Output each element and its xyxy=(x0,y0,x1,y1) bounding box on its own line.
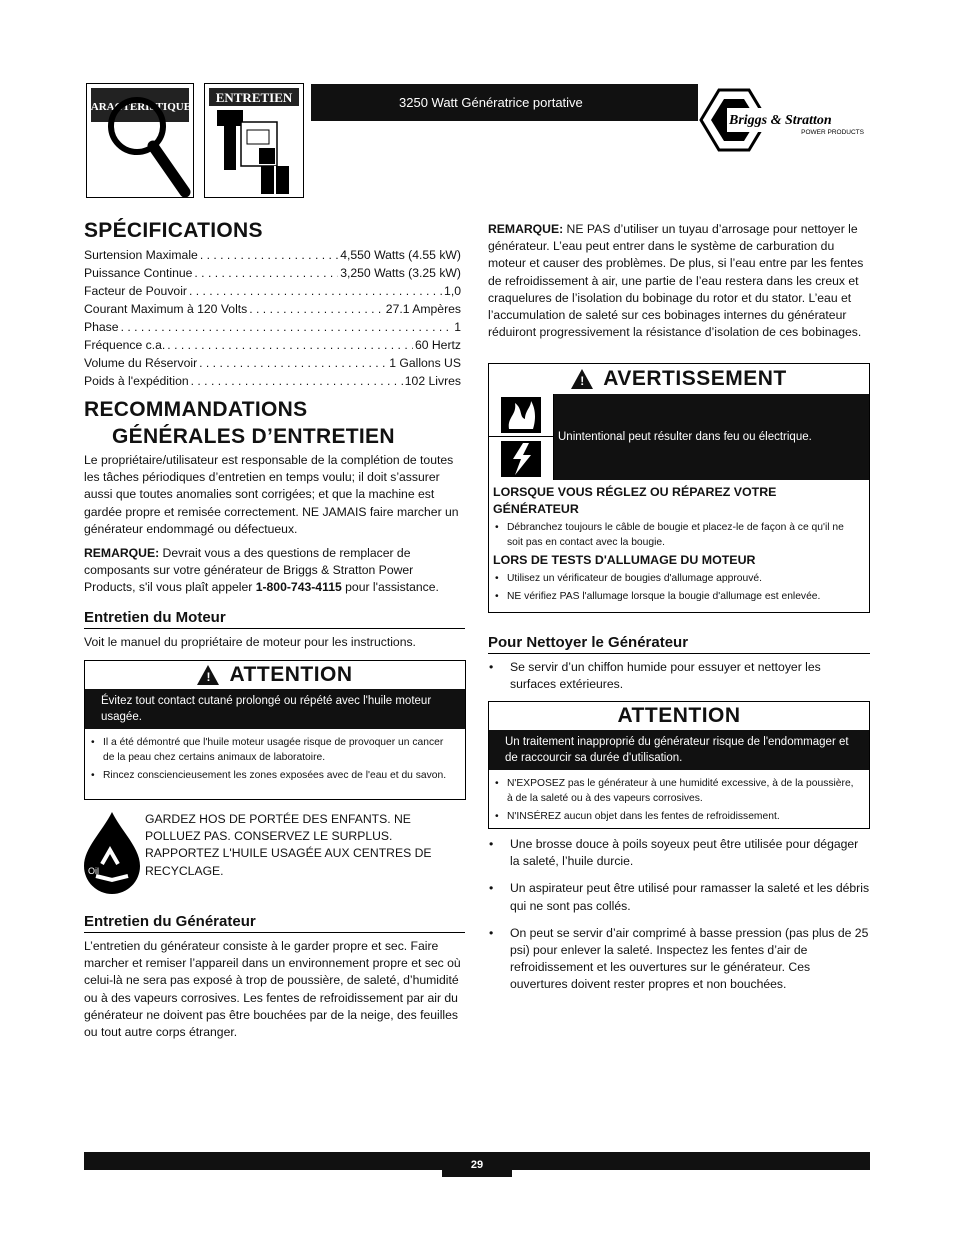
list-item: • Utilisez un vérificateur de bougies d'allumage approuvé. xyxy=(507,571,861,586)
right-note: REMARQUE: NE PAS d’utiliser un tuyau d’arrosage pour nettoyer le générateur. L’eau peut entrer dans le système de carburation du moteur et causer des problèmes. De plus, si l’eau entre par les fentes de refroidissement à air, une partie de l’eau restera dans les creux et craquelures de l’isolation du bobinage du rotor et du stator. L’eau et l’accumulation de saleté sur ces bobinages internes du générateur réduiront progressivement la résistance d’isolation de ces bobinages. xyxy=(488,222,864,340)
spec-row: Volume du Réservoir . . . 1 Gallons US xyxy=(84,354,461,372)
reco-body xyxy=(84,452,464,597)
page-number-tab xyxy=(442,1152,512,1177)
list-item: • On peut se servir d’air comprimé à basse pression (pas plus de 25 psi) pour enlever la saleté. Inspectez les fentes d’air de refroidissement et les ouvertures sur le générateur. Ces ouvertures doivent rester propres et non bouchées. xyxy=(510,925,870,994)
attention-box-oil xyxy=(84,660,466,800)
page-number: 29 xyxy=(470,1158,484,1171)
avertissement-dark-row xyxy=(489,394,869,480)
reco-para: Le propriétaire/utilisateur est responsable de la complétion de toutes les tâches périodiques d’entretien en temps voulu; il doit s’assurer aussi que toutes anomalies sont corrigées; et que la machine est gardée propre et remisée correctement. NE JAMAIS faire marcher un générateur endommagé ou défectueux. xyxy=(84,453,459,536)
avert-subheading-1: LORSQUE VOUS RÉGLEZ OU RÉPAREZ VOTRE GÉNÉRATEUR xyxy=(493,485,777,516)
avertissement-box xyxy=(488,363,870,613)
list-item: • Se servir d’un chiffon humide pour essuyer et nettoyer les surfaces extérieures. xyxy=(510,659,870,693)
moteur-text: Voit le manuel du propriétaire de moteur pour les instructions. xyxy=(84,635,416,649)
list-item: • Rincez consciencieusement les zones exposées avec de l'eau et du savon. xyxy=(103,768,457,783)
attention-box-generator xyxy=(488,701,870,829)
recycle-text: GARDEZ HOS DE PORTÉE DES ENFANTS. NE POLLUEZ PAS. CONSERVEZ LE SURPLUS. RAPPORTEZ L'HUILE USAGÉE AUX CENTRES DE RECYCLAGE. xyxy=(145,812,432,878)
oil-label: Oil xyxy=(88,866,99,876)
spec-row: Phase . . . 1 xyxy=(84,318,461,336)
reco-heading: RECOMMANDATIONS GÉNÉRALES D’ENTRETIEN xyxy=(84,398,395,448)
spec-row: Fréquence c.a. . . . 60 Hertz xyxy=(84,336,461,354)
caracteristiques-icon xyxy=(86,83,194,198)
list-item: • Débranchez toujours le câble de bougie et placez-le de façon à ce qu'il ne soit pas en contact avec la bougie. xyxy=(507,520,861,550)
warning-triangle-icon: ! xyxy=(197,665,219,685)
spec-row: Puissance Continue . . . 3,250 Watts (3.25 kW) xyxy=(84,264,461,282)
entretien-label: ENTRETIEN xyxy=(215,90,293,105)
cleaning-tips-list xyxy=(488,836,870,999)
list-item: • Un aspirateur peut être utilisé pour ramasser la saleté et les débris qui ne sont pas collés. xyxy=(510,880,870,914)
generateur-text: L’entretien du générateur consiste à le garder propre et sec. Faire marcher et remiser l’appareil dans un environnement propre et sec où celui-là ne sera pas exposé à trop de poussière, de saleté, d’humidité ou à des vapeurs corrosives. Les fentes de refroidissement par air du générateur ne doivent pas être bouchées par de la neige, des feuilles ou tout autre corps étranger. xyxy=(84,939,461,1040)
avert-subheading-2: LORS DE TESTS D'ALLUMAGE DU MOTEUR xyxy=(493,553,756,567)
reco-note: REMARQUE: Devrait vous a des questions de remplacer de composants sur votre générateur de Briggs & Stratton Power Products, s'il vous plaît appeler 1-800-743-4115 pour l'assistance. xyxy=(84,546,439,595)
list-item: • N'EXPOSEZ pas le générateur à une humidité excessive, à de la poussière, à de la saleté ou à des vapeurs corrosives. xyxy=(507,776,861,806)
avert-list-2 xyxy=(489,569,869,608)
attention-dark-text: Un traitement inapproprié du générateur risque de l'endommager et de raccourcir sa durée d'utilisation. xyxy=(489,730,869,770)
avertissement-header: ! AVERTISSEMENT xyxy=(489,364,869,394)
spec-row: Courant Maximum à 120 Volts . . . 27.1 Ampères xyxy=(84,300,461,318)
list-item: • Il a été démontré que l'huile moteur usagée risque de provoquer un cancer de la peau chez certains animaux de laboratoire. xyxy=(103,735,457,765)
spec-row: Poids à l'expédition . . . 102 Livres xyxy=(84,372,461,390)
nettoyer-section xyxy=(488,634,870,698)
attention-dark-text: Évitez tout contact cutané prolongé ou répété avec l'huile moteur usagée. xyxy=(85,689,465,729)
list-item: • NE vérifiez PAS l'allumage lorsque la bougie d'allumage est enlevée. xyxy=(507,589,861,604)
specs-heading: SPÉCIFICATIONS xyxy=(84,219,263,242)
list-item: • Une brosse douce à poils soyeux peut être utilisée pour dégager la saleté, l’huile durcie. xyxy=(510,836,870,870)
header-title-bar xyxy=(311,84,698,121)
hazard-icons xyxy=(489,394,554,480)
avert-list-1 xyxy=(489,518,869,552)
spec-row: Facteur de Pouvoir . . . 1,0 xyxy=(84,282,461,300)
attention-header: ATTENTION xyxy=(617,704,741,727)
entretien-icon xyxy=(204,83,304,198)
brand-name: Briggs & Stratton xyxy=(729,113,832,128)
document-title: 3250 Watt Génératrice portative xyxy=(399,95,583,110)
avertissement-dark-text: Unintentional peut résulter dans feu ou électrique. xyxy=(558,431,812,443)
attention-list xyxy=(85,729,465,787)
fire-icon xyxy=(489,394,553,437)
specs-list xyxy=(84,246,461,390)
oil-recycle-icon xyxy=(80,810,144,894)
caracteristiques-label: CARACTÉRISTIQUES xyxy=(87,101,193,113)
briggs-stratton-logo xyxy=(699,86,871,154)
nettoyer-list xyxy=(488,659,870,693)
list-item: • N'INSÉREZ aucun objet dans les fentes de refroidissement. xyxy=(507,809,861,824)
nettoyer-heading: Pour Nettoyer le Générateur xyxy=(488,634,870,654)
phone-number: 1-800-743-4115 xyxy=(255,580,342,595)
attention-header: ! ATTENTION xyxy=(85,661,465,689)
spec-row: Surtension Maximale . . . 4,550 Watts (4.55 kW) xyxy=(84,246,461,264)
warning-triangle-icon: ! xyxy=(571,369,593,389)
shock-icon xyxy=(489,437,553,480)
attention-list xyxy=(489,770,869,828)
generateur-section xyxy=(84,913,465,1041)
generateur-heading: Entretien du Générateur xyxy=(84,913,465,933)
moteur-section xyxy=(84,609,465,651)
brand-sub: POWER PRODUCTS xyxy=(801,129,864,136)
moteur-heading: Entretien du Moteur xyxy=(84,609,465,629)
